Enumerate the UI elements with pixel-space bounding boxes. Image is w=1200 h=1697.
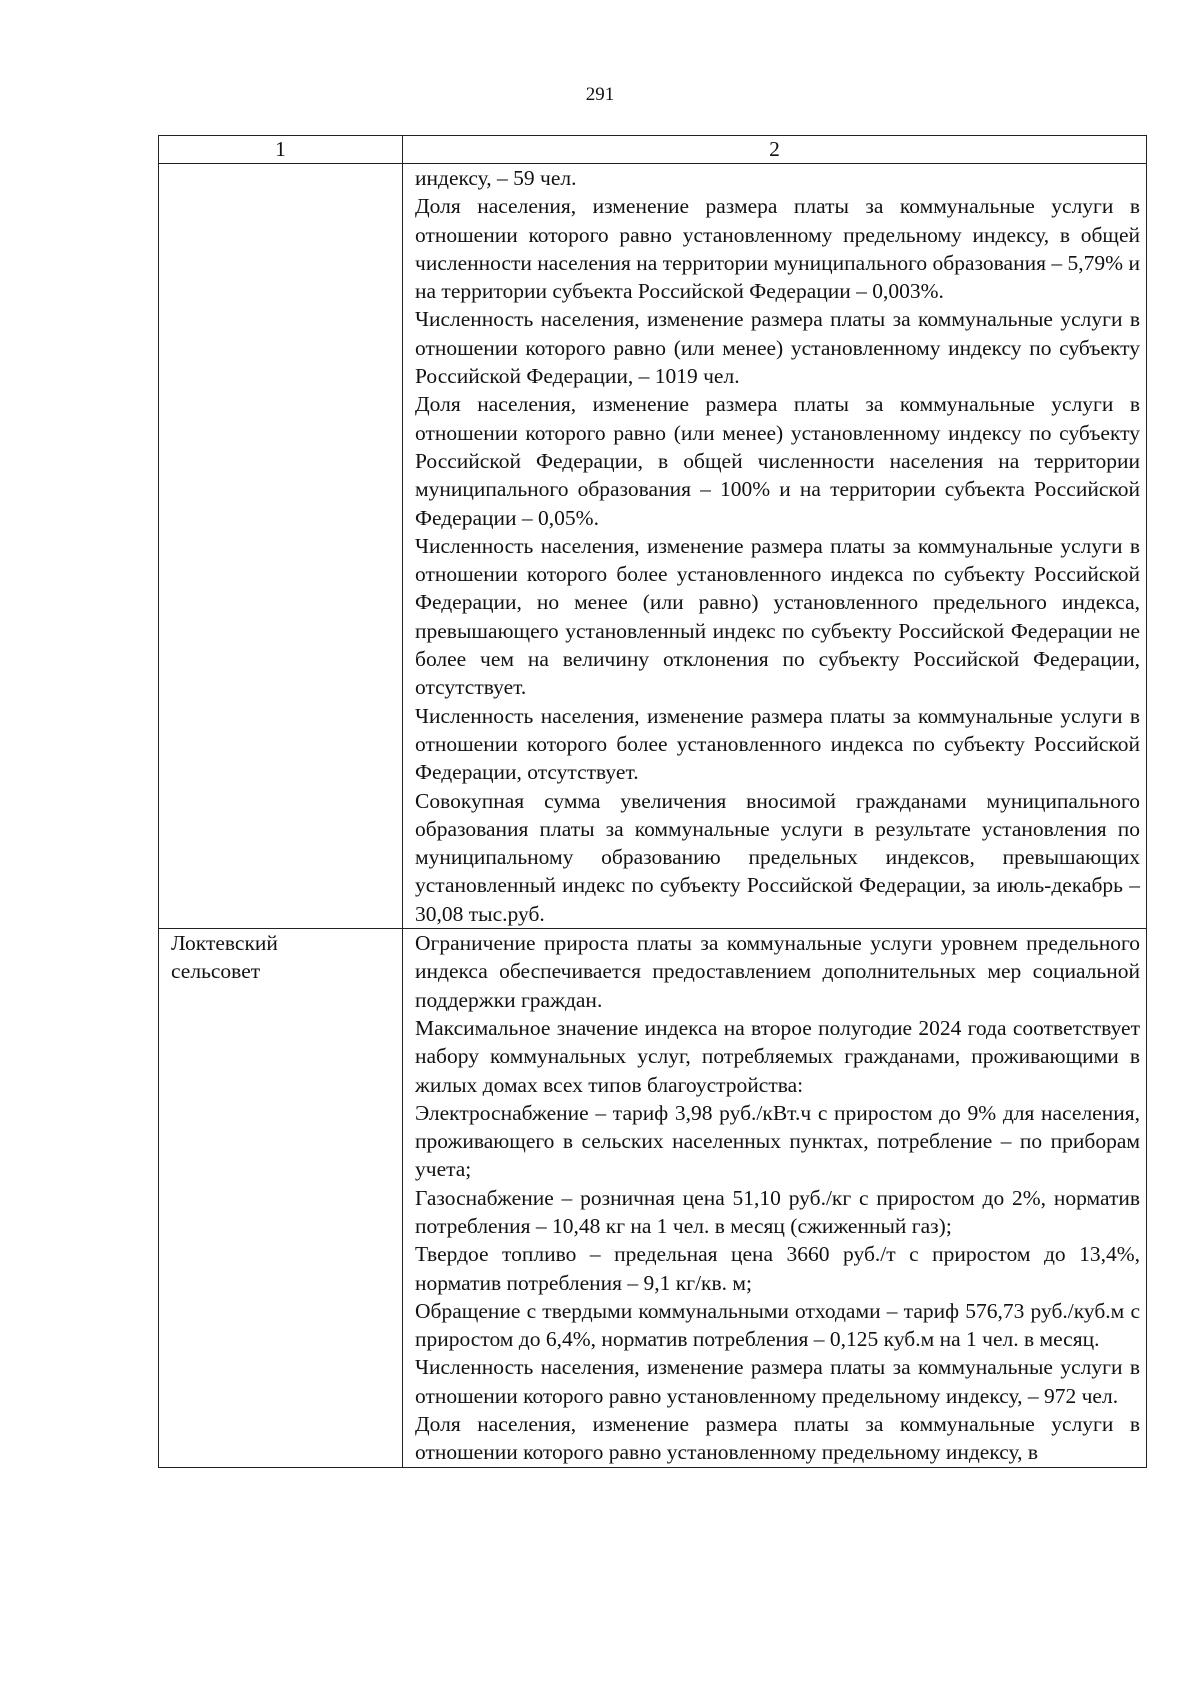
- paragraph: Доля населения, изменение размера платы за коммунальные услуги в отношении которого равно установленному предельному индексу, в общей численности населения на территории муниципального образования – 5,79% и на территории субъекта Российской Федерации – 0,003%.: [415, 194, 1140, 304]
- description-cell: [403, 164, 1147, 929]
- municipality-cell: [159, 164, 403, 929]
- table-row: [159, 164, 1147, 929]
- paragraph: Совокупная сумма увеличения вносимой гражданами муниципального образования платы за коммунальные услуги в результате установления по муниципальному образованию предельных индексов, превышающих установленный индекс по субъекту Российской Федерации, за июль-декабрь – 30,08 тыс.руб.: [415, 788, 1140, 926]
- column-header-1: 1: [159, 136, 403, 164]
- paragraph: Ограничение прироста платы за коммунальные услуги уровнем предельного индекса обеспечивается предоставлением дополнительных мер социальной поддержки граждан.: [415, 931, 1140, 1012]
- paragraph: Доля населения, изменение размера платы за коммунальные услуги в отношении которого равно (или менее) установленному индексу по субъекту Российской Федерации, в общей численности населения на территории муниципального образования – 100% и на территории субъекта Российской Федерации – 0,05%.: [415, 392, 1140, 530]
- table-row: [159, 929, 1147, 1468]
- paragraph: индексу, – 59 чел.: [415, 166, 577, 190]
- document-table: [158, 135, 1147, 1468]
- paragraph: Максимальное значение индекса на второе полугодие 2024 года соответствует набору коммунальных услуг, потребляемых гражданами, проживающими в жилых домах всех типов благоустройства:: [415, 1015, 1140, 1097]
- description-cell: [403, 929, 1147, 1468]
- paragraph: Электроснабжение – тариф 3,98 руб./кВт.ч с приростом до 9% для населения, проживающего в сельских населенных пунктах, потребление – по приборам учета;: [415, 1100, 1140, 1182]
- table-header-row: [159, 136, 1147, 164]
- paragraph: Численность населения, изменение размера платы за коммунальные услуги в отношении которого равно установленному предельному индексу, – 972 чел.: [415, 1355, 1140, 1408]
- municipality-cell: [159, 929, 403, 1468]
- paragraph: Газоснабжение – розничная цена 51,10 руб./кг с приростом до 2%, норматив потребления – 10,48 кг на 1 чел. в месяц (сжиженный газ);: [415, 1185, 1140, 1238]
- paragraph: Обращение с твердыми коммунальными отходами – тариф 576,73 руб./куб.м с приростом до 6,4%, норматив потребления – 0,125 куб.м на 1 чел. в месяц.: [415, 1298, 1140, 1352]
- paragraph: Численность населения, изменение размера платы за коммунальные услуги в отношении которого более установленного индекса по субъекту Российской Федерации, но менее (или равно) установленного предельного индекса, превышающего установленный индекс по субъекту Российской Федерации не более чем на величину отклонения по субъекту Российской Федерации, отсутствует.: [415, 533, 1140, 700]
- column-header-2: 2: [403, 136, 1147, 164]
- paragraph: Численность населения, изменение размера платы за коммунальные услуги в отношении которого равно (или менее) установленному индексу по субъекту Российской Федерации, – 1019 чел.: [415, 307, 1140, 389]
- municipality-name: Локтевский сельсовет: [171, 931, 278, 984]
- page-number: 291: [585, 84, 615, 105]
- paragraph: Доля населения, изменение размера платы за коммунальные услуги в отношении которого равно установленному предельному индексу, в: [415, 1412, 1140, 1465]
- paragraph: Твердое топливо – предельная цена 3660 руб./т с приростом до 13,4%, норматив потребления – 9,1 кг/кв. м;: [415, 1242, 1140, 1295]
- paragraph: Численность населения, изменение размера платы за коммунальные услуги в отношении которого более установленного индекса по субъекту Российской Федерации, отсутствует.: [415, 703, 1140, 785]
